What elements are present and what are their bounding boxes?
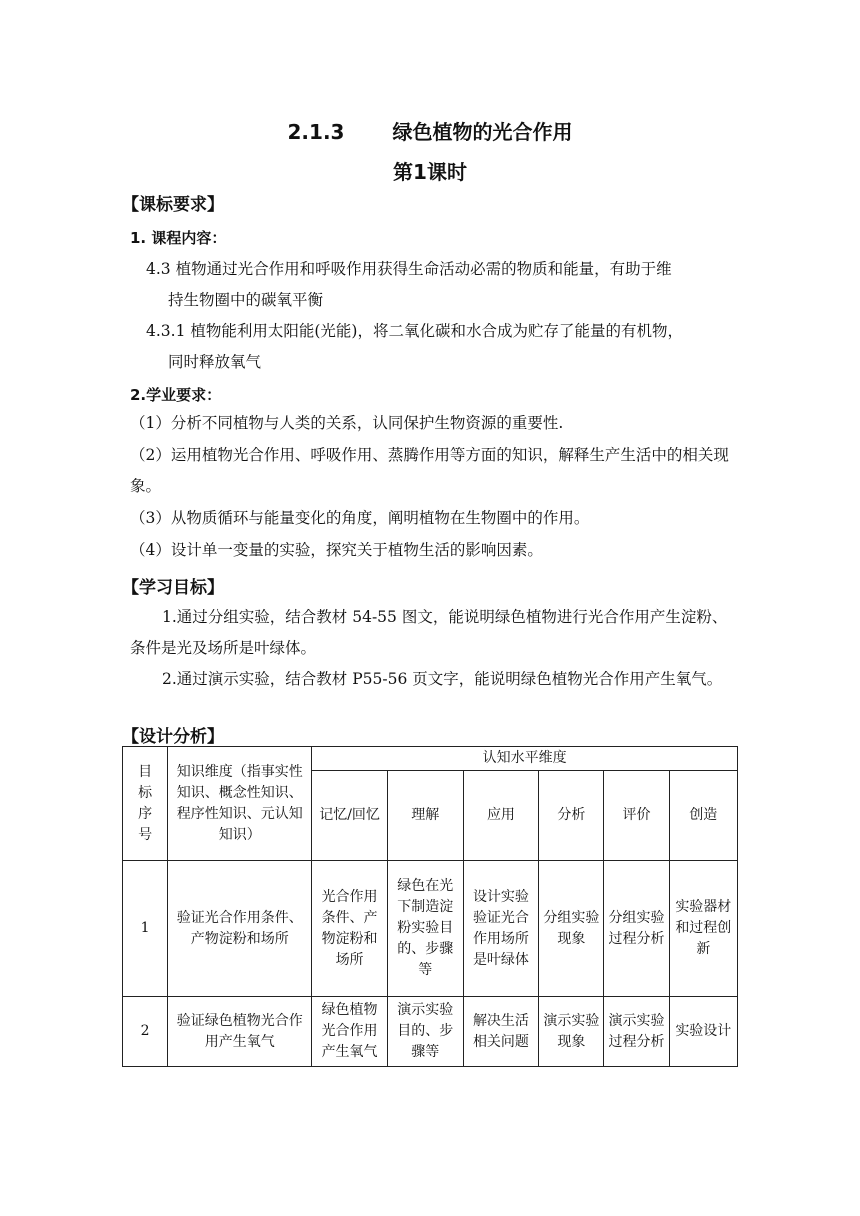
standard-item-1-line2: 持生物圈中的碳氧平衡 [168,291,324,309]
goals-heading: 【学习目标】 [122,578,224,598]
table-row [123,997,738,1067]
cell-understand: 绿色在光下制造淀粉实验目的、步骤等 [387,861,463,997]
cognitive-dimension-header: 认知水平维度 [312,747,738,771]
standard-item-1-line1: 4.3 植物通过光合作用和呼吸作用获得生命活动必需的物质和能量，有助于维 [146,260,672,278]
requirement-heading: 2.学业要求： [130,386,222,404]
goal-item-2: 2.通过演示实验，结合教材 P55-56 页文字，能说明绿色植物光合作用产生氧气。 [162,670,723,688]
design-heading: 【设计分析】 [122,727,224,747]
requirement-item-1: （1）分析不同植物与人类的关系，认同保护生物资源的重要性. [130,414,564,432]
curriculum-heading: 【课标要求】 [122,195,224,215]
cell-understand: 演示实验目的、步骤等 [387,997,463,1067]
level-evaluate: 评价 [604,771,669,861]
requirement-item-2: （2）运用植物光合作用、呼吸作用、蒸腾作用等方面的知识，解释生产生活中的相关现象。 [130,446,729,495]
target-id: 2 [123,997,168,1067]
knowledge-cell: 验证光合作用条件、产物淀粉和场所 [168,861,312,997]
goal-item-1: 1.通过分组实验，结合教材 54-55 图文，能说明绿色植物进行光合作用产生淀粉、条件是光及场所是叶绿体。 [130,608,728,657]
cell-create: 实验设计 [669,997,737,1067]
level-apply: 应用 [463,771,539,861]
standard-item-2-line1: 4.3.1 植物能利用太阳能(光能)，将二氧化碳和水合成为贮存了能量的有机物， [146,322,683,340]
requirement-item-3: （3）从物质循环与能量变化的角度，阐明植物在生物圈中的作用。 [130,509,590,527]
lesson-title-text: 绿色植物的光合作用 [392,120,573,144]
design-analysis-table [122,746,738,1067]
cell-remember: 绿色植物光合作用产生氧气 [312,997,388,1067]
requirement-item-4: （4）设计单一变量的实验，探究关于植物生活的影响因素。 [130,541,543,559]
standard-item-2-line2: 同时释放氧气 [168,353,262,371]
lesson-subtitle: 第1课时 [393,160,467,184]
table-row [123,861,738,997]
level-remember: 记忆/回忆 [312,771,388,861]
cell-evaluate: 分组实验过程分析 [604,861,669,997]
cell-create: 实验器材和过程创新 [669,861,737,997]
target-number-header: 目标序号 [123,747,168,861]
cell-apply: 设计实验验证光合作用场所是叶绿体 [463,861,539,997]
cell-evaluate: 演示实验过程分析 [604,997,669,1067]
cell-apply: 解决生活相关问题 [463,997,539,1067]
knowledge-dimension-header: 知识维度（指事实性知识、概念性知识、程序性知识、元认知知识） [168,747,312,861]
target-id: 1 [123,861,168,997]
cell-remember: 光合作用条件、产物淀粉和场所 [312,861,388,997]
cell-analyze: 演示实验现象 [539,997,604,1067]
level-analyze: 分析 [539,771,604,861]
knowledge-cell: 验证绿色植物光合作用产生氧气 [168,997,312,1067]
level-create: 创造 [669,771,737,861]
lesson-title [0,116,860,145]
cell-analyze: 分组实验现象 [539,861,604,997]
content-heading: 1. 课程内容： [130,229,227,247]
level-understand: 理解 [387,771,463,861]
lesson-number: 2.1.3 [287,120,345,144]
